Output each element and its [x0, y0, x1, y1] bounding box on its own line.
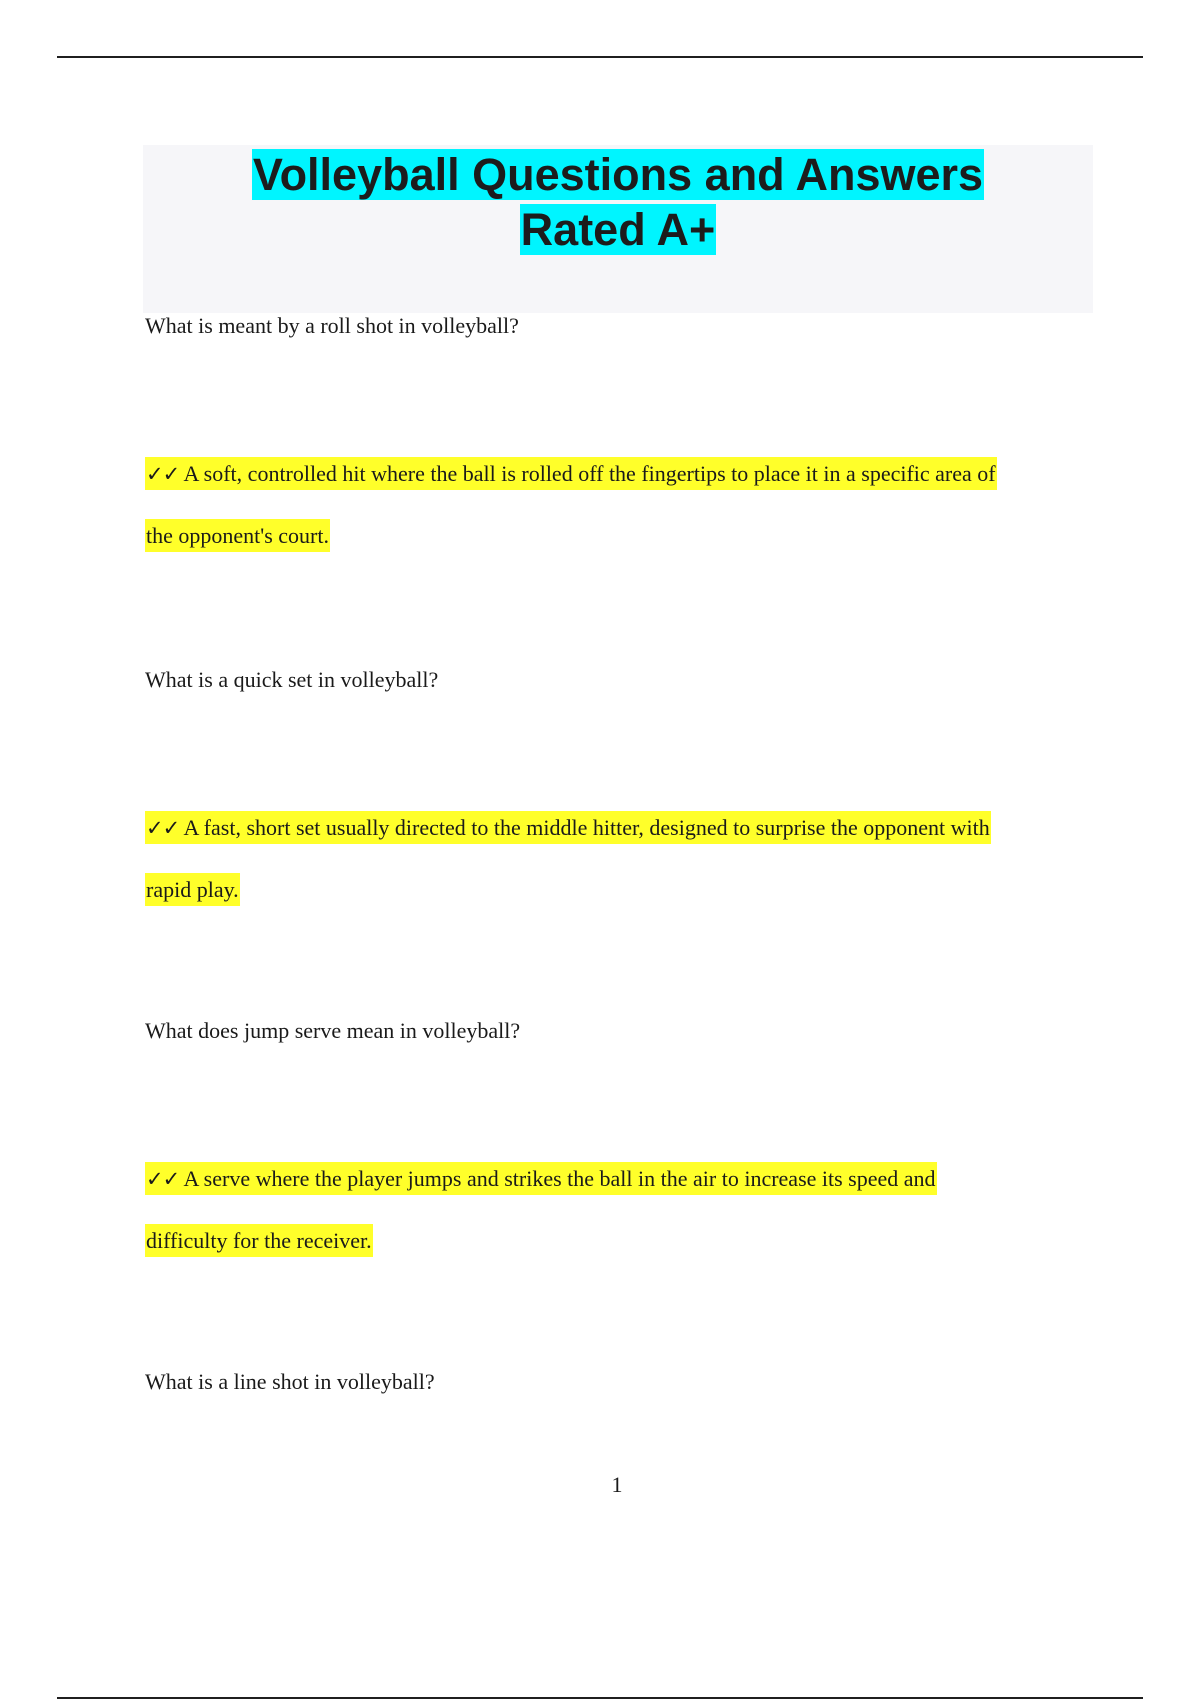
answer-2-line-1: A fast, short set usually directed to the middle hitter, designed to surprise the opponent with	[183, 815, 990, 840]
page-number: 1	[611, 1472, 623, 1497]
header-rule	[57, 56, 1143, 58]
title-banner	[143, 145, 1093, 313]
answer-2-line-2: rapid play.	[145, 873, 240, 906]
question-2: What is a quick set in volleyball?	[145, 667, 439, 692]
answer-3-line-1: A serve where the player jumps and strikes the ball in the air to increase its speed and	[183, 1166, 936, 1191]
question-1: What is meant by a roll shot in volleyball?	[145, 313, 519, 338]
answer-1-highlight	[145, 457, 997, 490]
document-title	[143, 145, 1093, 257]
answer-1-line-2: the opponent's court.	[145, 519, 330, 552]
title-line-2: Rated A+	[520, 204, 716, 255]
question-4: What is a line shot in volleyball?	[145, 1369, 435, 1394]
answer-1-line-1: A soft, controlled hit where the ball is rolled off the fingertips to place it in a specific area of	[183, 461, 996, 486]
answer-3-line-2: difficulty for the receiver.	[145, 1224, 373, 1257]
double-check-icon: ✓✓	[146, 462, 180, 486]
double-check-icon: ✓✓	[146, 816, 180, 840]
question-3: What does jump serve mean in volleyball?	[145, 1018, 521, 1043]
answer-1	[145, 443, 1085, 566]
answer-2	[145, 797, 1085, 920]
footer-rule	[57, 1697, 1143, 1699]
answer-2-highlight	[145, 811, 991, 844]
answer-3-highlight	[145, 1162, 937, 1195]
title-line-1: Volleyball Questions and Answers	[252, 149, 984, 200]
answer-3	[145, 1148, 1085, 1271]
double-check-icon: ✓✓	[146, 1167, 180, 1191]
